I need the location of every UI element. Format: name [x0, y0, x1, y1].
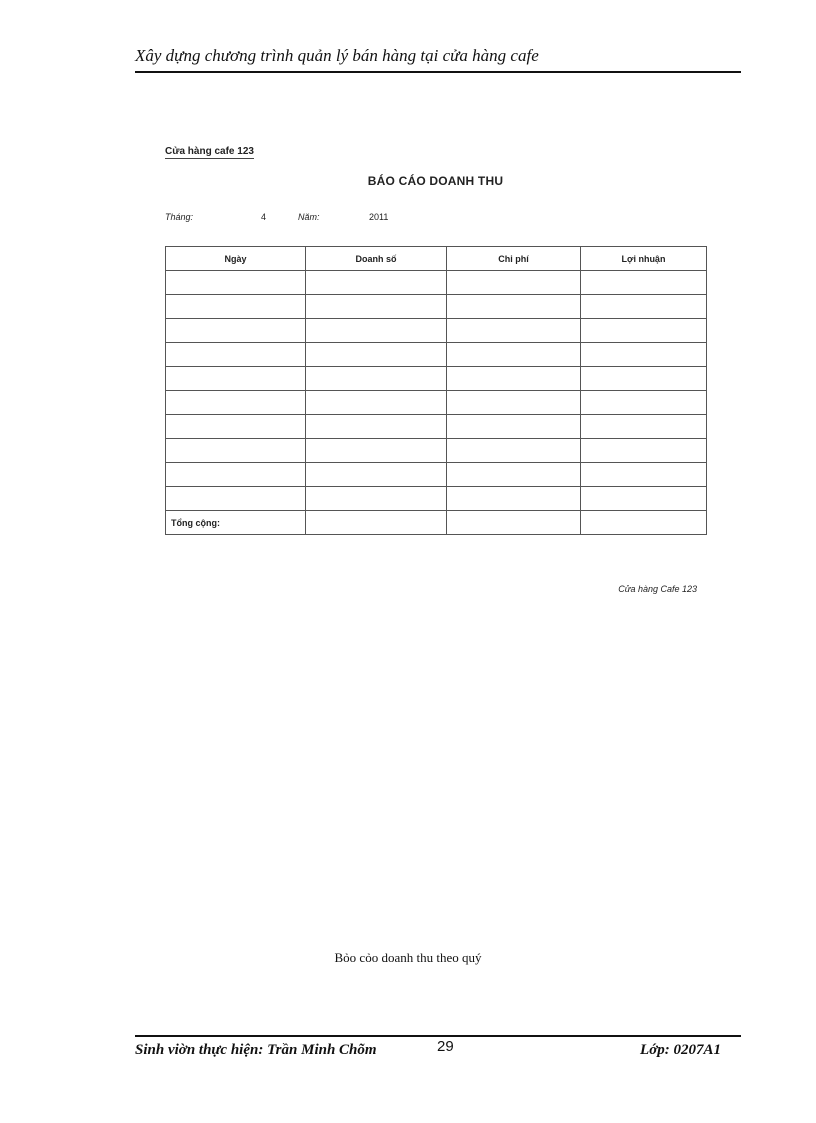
table-row: [166, 343, 707, 367]
footer-divider: [135, 1035, 741, 1037]
table-cell: [581, 271, 707, 295]
table-cell: [306, 487, 447, 511]
total-cost-cell: [447, 511, 581, 535]
report-title: BÁO CÁO DOANH THU: [367, 174, 504, 188]
total-row: [166, 511, 707, 535]
year-label: Năm:: [298, 212, 320, 222]
table-row: [166, 415, 707, 439]
table-cell: [447, 295, 581, 319]
table-cell: [166, 487, 306, 511]
table-cell: [166, 367, 306, 391]
footer-student: Sinh viờn thực hiện: Trần Minh Chõm: [135, 1042, 377, 1058]
table-cell: [166, 463, 306, 487]
table-row: [166, 295, 707, 319]
table-row: [166, 319, 707, 343]
column-header-sales: Doanh số: [306, 247, 447, 271]
table-cell: [166, 415, 306, 439]
table-cell: [447, 367, 581, 391]
table-cell: [447, 271, 581, 295]
table-header-row: [166, 247, 707, 271]
report-footer-store: Cửa hàng Cafe 123: [618, 584, 697, 594]
column-header-cost: Chi phí: [447, 247, 581, 271]
table-row: [166, 463, 707, 487]
table-row: [166, 487, 707, 511]
revenue-table: [165, 246, 707, 535]
store-name: Cửa hàng cafe 123: [165, 146, 254, 157]
table-cell: [306, 271, 447, 295]
table-cell: [581, 343, 707, 367]
table-cell: [447, 343, 581, 367]
table-cell: [447, 439, 581, 463]
table-cell: [166, 295, 306, 319]
figure-caption: Bỏo cỏo doanh thu theo quý: [334, 950, 482, 965]
table-cell: [306, 463, 447, 487]
month-label: Tháng:: [165, 212, 194, 222]
table-cell: [306, 415, 447, 439]
table-cell: [581, 439, 707, 463]
report-form: [165, 140, 707, 610]
page-number: 29: [437, 1038, 454, 1055]
table-cell: [581, 415, 707, 439]
table-cell: [447, 319, 581, 343]
document-header-title: Xây dựng chương trình quản lý bán hàng tại cửa hàng cafe: [135, 46, 539, 65]
total-profit-cell: [581, 511, 707, 535]
table-cell: [581, 487, 707, 511]
table-cell: [306, 439, 447, 463]
header-divider: [135, 71, 741, 73]
table-cell: [166, 439, 306, 463]
year-value: 2011: [369, 212, 389, 222]
table-cell: [306, 295, 447, 319]
table-cell: [447, 415, 581, 439]
table-row: [166, 367, 707, 391]
table-cell: [166, 343, 306, 367]
table-cell: [447, 391, 581, 415]
table-cell: [447, 487, 581, 511]
table-cell: [306, 367, 447, 391]
total-label: Tổng cộng:: [166, 511, 306, 535]
total-sales-cell: [306, 511, 447, 535]
column-header-profit: Lợi nhuận: [581, 247, 707, 271]
table-cell: [306, 319, 447, 343]
table-cell: [166, 271, 306, 295]
table-cell: [581, 463, 707, 487]
table-cell: [581, 295, 707, 319]
table-cell: [166, 391, 306, 415]
footer-class: Lớp: 0207A1: [640, 1042, 721, 1058]
table-cell: [447, 463, 581, 487]
table-cell: [306, 343, 447, 367]
month-value: 4: [261, 212, 267, 222]
table-cell: [581, 367, 707, 391]
table-row: [166, 271, 707, 295]
table-cell: [581, 391, 707, 415]
table-cell: [581, 319, 707, 343]
table-row: [166, 439, 707, 463]
table-row: [166, 391, 707, 415]
table-cell: [166, 319, 306, 343]
column-header-date: Ngày: [166, 247, 306, 271]
table-cell: [306, 391, 447, 415]
